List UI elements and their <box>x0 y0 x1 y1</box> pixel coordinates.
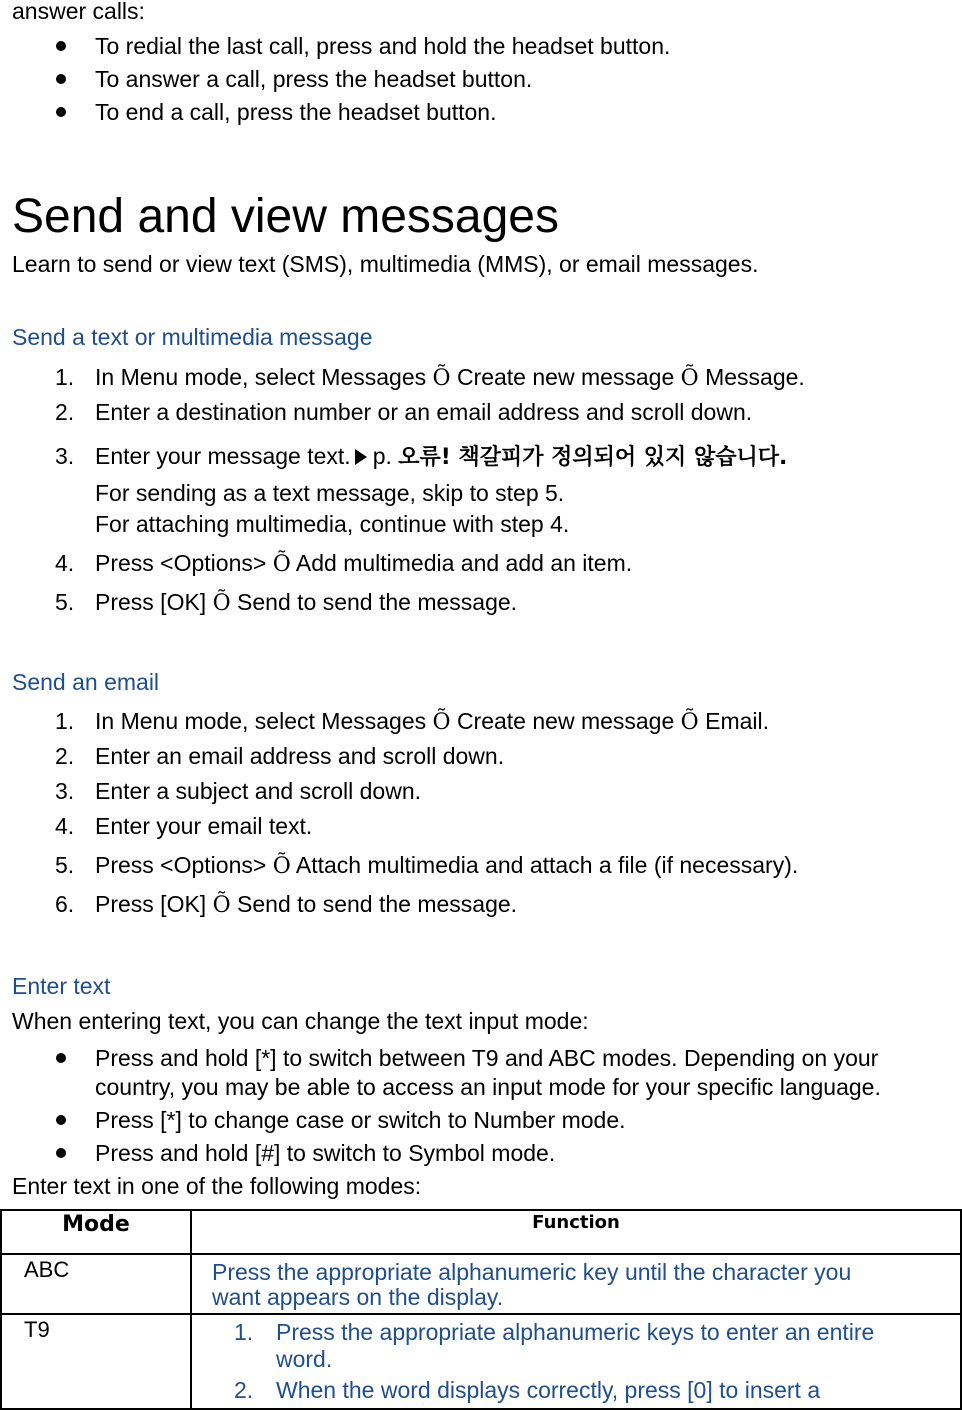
step-number: 1. <box>55 708 75 734</box>
list-text: Press the appropriate alphanumeric keys to enter an entire <box>276 1319 875 1345</box>
table-row <box>1 1254 961 1314</box>
step-text: Email. <box>705 708 770 734</box>
table-header-row <box>1 1210 961 1254</box>
bullet-icon <box>56 1148 66 1158</box>
step-number: 6. <box>55 891 75 917</box>
separator-glyph: Õ <box>432 366 451 391</box>
step-text: In Menu mode, select Messages <box>95 364 427 390</box>
separator-glyph: Õ <box>212 591 231 616</box>
step-text: Create new message <box>456 708 675 734</box>
enter-text-bullet-1-line-1: Press and hold [*] to switch between T9 and ABC modes. Depending on your <box>95 1045 879 1071</box>
step-number: 2. <box>55 399 75 425</box>
separator-glyph: Õ <box>680 366 699 391</box>
text-step-3-note-1: For sending as a text message, skip to step 5. <box>95 480 565 506</box>
text-step-3-note-2: For attaching multimedia, continue with step 4. <box>95 511 570 537</box>
function-text: want appears on the display. <box>212 1284 504 1310</box>
email-step-6 <box>95 891 517 919</box>
step-text: Message. <box>705 364 805 390</box>
input-modes-table <box>0 1209 962 1410</box>
step-text: In Menu mode, select Messages <box>95 708 427 734</box>
email-step-2: Enter an email address and scroll down. <box>95 743 505 769</box>
text-step-1 <box>95 364 805 392</box>
step-text: Send to send the message. <box>237 589 518 615</box>
list-text: When the word displays correctly, press [0] to insert a <box>276 1377 821 1403</box>
intro-bullet-3: To end a call, press the headset button. <box>95 99 497 125</box>
step-text: Press <Options> <box>95 550 267 576</box>
text-step-5 <box>95 589 517 617</box>
separator-glyph: Õ <box>212 893 231 918</box>
intro-bullet-2: To answer a call, press the headset button. <box>95 66 533 92</box>
step-text: Create new message <box>456 364 675 390</box>
enter-text-intro: When entering text, you can change the text input mode: <box>12 1008 589 1034</box>
mode-cell: T9 <box>1 1314 191 1409</box>
section-description: Learn to send or view text (SMS), multimedia (MMS), or email messages. <box>12 251 759 277</box>
step-text: Attach multimedia and attach a file (if necessary). <box>295 852 799 878</box>
list-item <box>192 1377 960 1404</box>
separator-glyph: Õ <box>680 710 699 735</box>
step-number: 3. <box>55 778 75 804</box>
text-step-4 <box>95 550 632 578</box>
separator-glyph: Õ <box>272 854 291 879</box>
separator-glyph: Õ <box>272 552 291 577</box>
email-step-3: Enter a subject and scroll down. <box>95 778 422 804</box>
bookmark-error-text: 오류! 책갈피가 정의되어 있지 않습니다. <box>398 445 788 470</box>
function-text: Press the appropriate alphanumeric key until the character you <box>212 1259 852 1285</box>
email-step-4: Enter your email text. <box>95 813 313 839</box>
page-reference: p. <box>372 443 392 469</box>
answer-calls-text: answer calls: <box>12 0 145 24</box>
modes-intro: Enter text in one of the following modes: <box>12 1173 422 1199</box>
list-text: word. <box>276 1346 333 1372</box>
table-row <box>1 1314 961 1409</box>
subheading-enter-text: Enter text <box>12 973 111 999</box>
bullet-icon <box>56 1053 66 1063</box>
separator-glyph: Õ <box>432 710 451 735</box>
bullet-icon <box>56 107 66 117</box>
step-number: 4. <box>55 550 75 576</box>
mode-cell: ABC <box>1 1254 191 1314</box>
list-number: 2. <box>234 1377 254 1403</box>
bullet-icon <box>56 41 66 51</box>
text-step-2: Enter a destination number or an email address and scroll down. <box>95 399 753 425</box>
email-step-1 <box>95 708 769 736</box>
text-step-3 <box>95 443 787 471</box>
play-arrow-icon <box>355 449 367 465</box>
step-text: Press [OK] <box>95 589 207 615</box>
bullet-icon <box>56 1115 66 1125</box>
page-title: Send and view messages <box>12 190 559 243</box>
subheading-email: Send an email <box>12 669 160 695</box>
step-text: Enter your message text. <box>95 443 351 469</box>
step-number: 4. <box>55 813 75 839</box>
function-cell <box>191 1314 961 1409</box>
step-text: Press <Options> <box>95 852 267 878</box>
list-number: 1. <box>234 1319 254 1345</box>
enter-text-bullet-3: Press and hold [#] to switch to Symbol mode. <box>95 1140 556 1166</box>
enter-text-bullet-2: Press [*] to change case or switch to Number mode. <box>95 1107 626 1133</box>
list-item <box>192 1319 960 1373</box>
bullet-icon <box>56 74 66 84</box>
step-text: Add multimedia and add an item. <box>295 550 633 576</box>
intro-bullet-1: To redial the last call, press and hold the headset button. <box>95 33 671 59</box>
step-number: 2. <box>55 743 75 769</box>
enter-text-bullet-1-line-2: country, you may be able to access an input mode for your specific language. <box>95 1074 881 1100</box>
step-number: 3. <box>55 443 75 469</box>
step-text: Press [OK] <box>95 891 207 917</box>
step-number: 5. <box>55 852 75 878</box>
email-step-5 <box>95 852 798 880</box>
subheading-text-message: Send a text or multimedia message <box>12 324 373 350</box>
step-number: 5. <box>55 589 75 615</box>
function-cell <box>191 1254 961 1314</box>
column-header-function: Function <box>191 1210 961 1254</box>
step-text: Send to send the message. <box>237 891 518 917</box>
column-header-mode: Mode <box>1 1210 191 1254</box>
step-number: 1. <box>55 364 75 390</box>
